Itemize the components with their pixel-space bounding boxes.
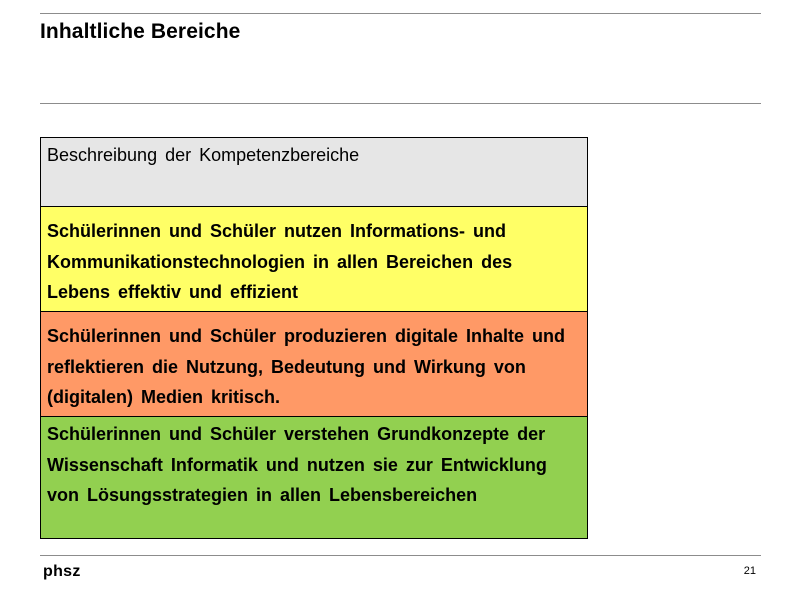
table-row-media: Schülerinnen und Schüler produzieren digitale Inhalte und reflektieren die Nutzung, Bedeutung und Wirkung von (digitalen) Medien kritisch.	[41, 311, 587, 416]
title-divider	[40, 103, 761, 104]
footer-divider	[40, 555, 761, 556]
top-divider	[40, 13, 761, 14]
table-row-informatics: Schülerinnen und Schüler verstehen Grundkonzepte der Wissenschaft Informatik und nutzen sie zur Entwicklung von Lösungsstrategien in allen Lebensbereichen	[41, 416, 587, 538]
competence-table	[40, 137, 588, 539]
slide-title: Inhaltliche Bereiche	[40, 20, 241, 43]
table-row-information-technology: Schülerinnen und Schüler nutzen Informations- und Kommunikationstechnologien in allen Bereichen des Lebens effektiv und effizient	[41, 206, 587, 311]
table-header-cell: Beschreibung der Kompetenzbereiche	[41, 138, 587, 206]
phsz-logo: phsz	[43, 563, 81, 580]
page-number: 21	[743, 565, 756, 577]
